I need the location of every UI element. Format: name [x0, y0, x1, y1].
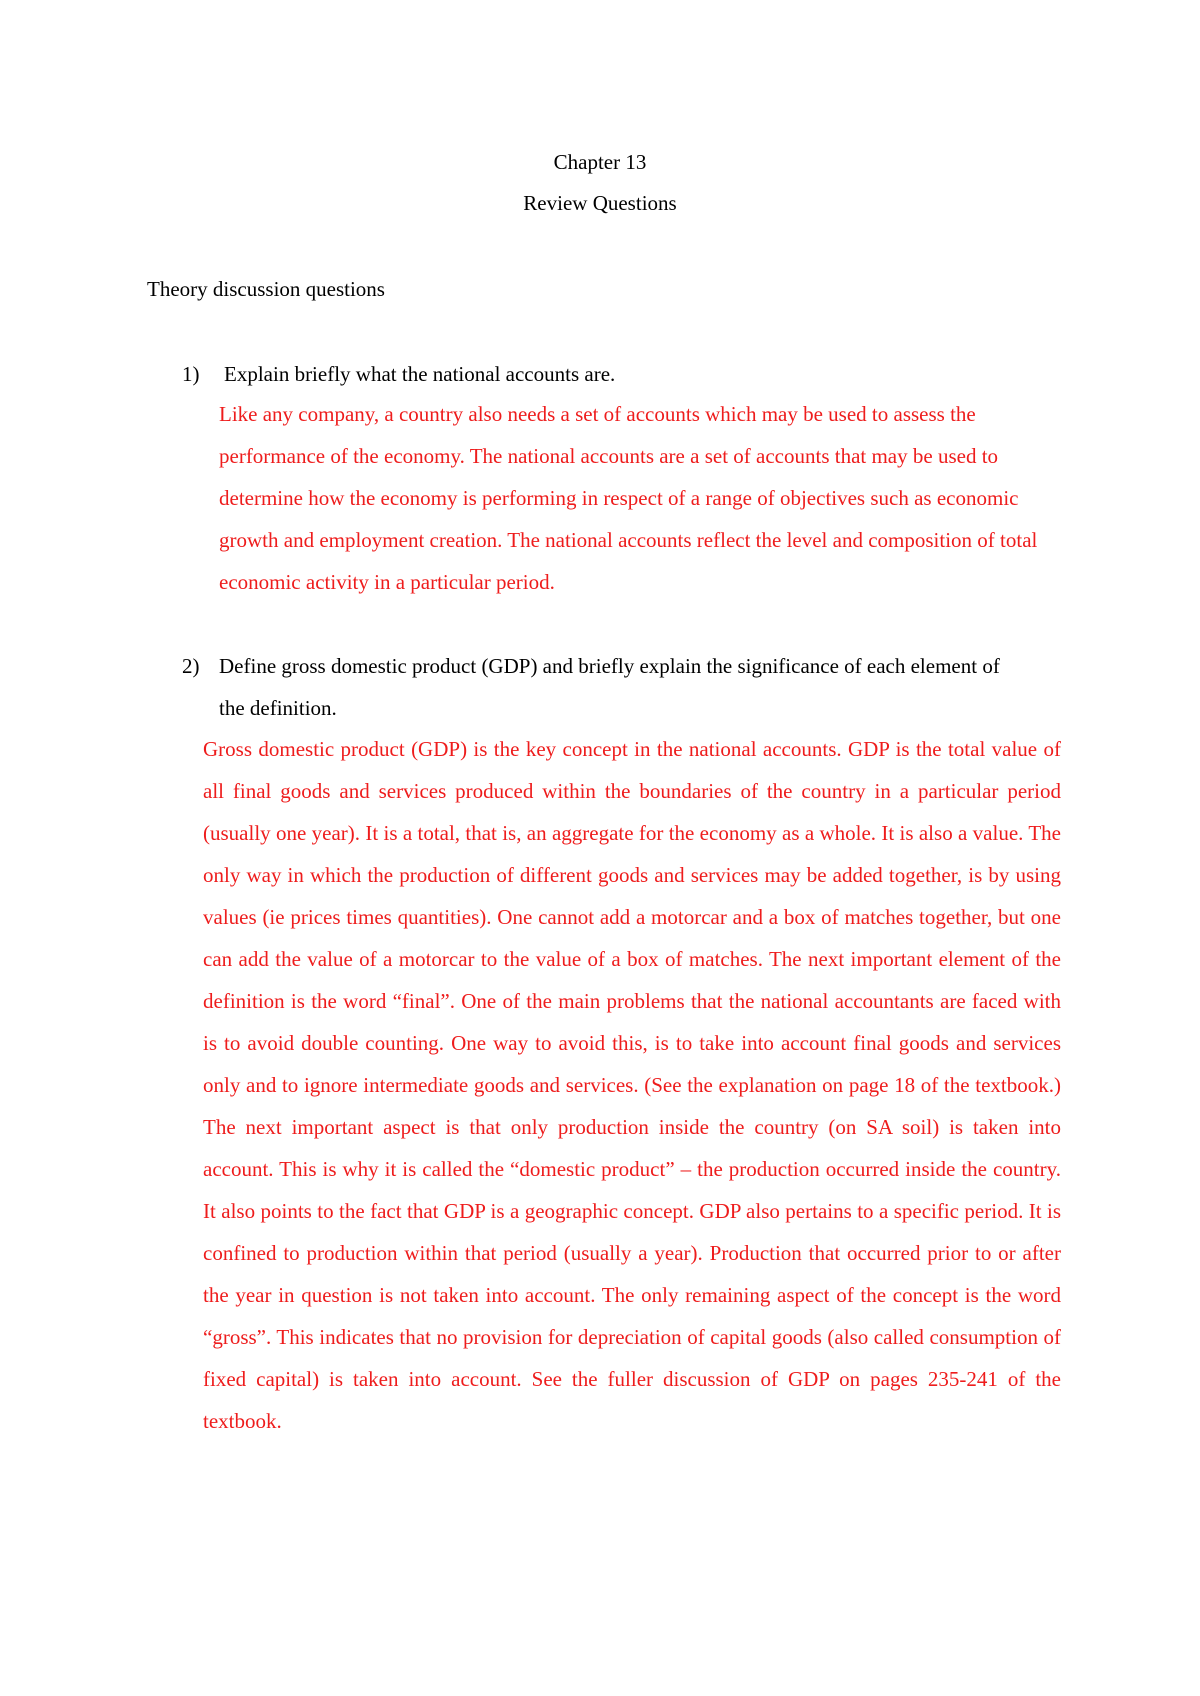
question-1-number: 1) — [182, 362, 200, 386]
answer-1: Like any company, a country also needs a set of accounts which may be used to assess the performance of the economy. The national accounts are a set of accounts that may be used to determine how the economy is performing in respect of a range of objectives such as economic growth and employment creation. The national accounts reflect the level and composition of total economic activity in a particular period. — [219, 402, 1038, 594]
question-1-text: Explain briefly what the national accounts are. — [224, 362, 616, 386]
section-heading: Theory discussion questions — [147, 277, 385, 301]
question-2-text: Define gross domestic product (GDP) and briefly explain the significance of each element of the definition. — [219, 654, 1000, 720]
chapter-subtitle: Review Questions — [523, 191, 677, 215]
chapter-title: Chapter 13 — [553, 150, 647, 174]
answer-2: Gross domestic product (GDP) is the key concept in the national accounts. GDP is the total value of all final goods and services produced within the boundaries of the country in a particular period (usually one year). It is a total, that is, an aggregate for the economy as a whole. It is also a value. The only way in which the production of different goods and services may be added together, is by using values (ie prices times quantities). One cannot add a motorcar and a box of matches together, but one can add the value of a motorcar to the value of a box of matches. The next important element of the definition is the word “final”. One of the main problems that the national accountants are faced with is to avoid double counting. One way to avoid this, is to take into account final goods and services only and to ignore intermediate goods and services. (See the explanation on page 18 of the textbook.) The next important aspect is that only production inside the country (on SA soil) is taken into account. This is why it is called the “domestic product” – the production occurred inside the country. It also points to the fact that GDP is a geographic concept. GDP also pertains to a specific period. It is confined to production within that period (usually a year). Production that occurred prior to or after the year in question is not taken into account. The only remaining aspect of the concept is the word “gross”. This indicates that no provision for depreciation of capital goods (also called consumption of fixed capital) is taken into account. See the fuller discussion of GDP on pages 235-241 of the textbook. — [203, 737, 1061, 1433]
question-2-number: 2) — [182, 654, 200, 678]
